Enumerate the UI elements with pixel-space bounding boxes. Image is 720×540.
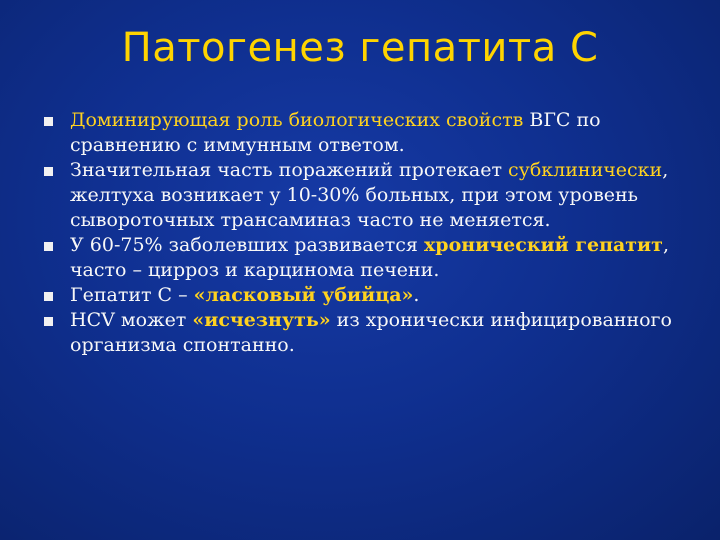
square-bullet-icon [44, 167, 53, 176]
bullet-5-text-end: из хронически инфицированного организма спонтанно. [70, 309, 672, 356]
bullet-4-text-start: Гепатит С – [70, 284, 194, 306]
bullet-3-highlight: хронический гепатит [423, 234, 663, 256]
bullet-2-text-end: , желтуха возникает у 10-30% больных, при этом уровень сывороточных трансаминаз часто не меняется. [70, 159, 669, 231]
bullet-item-1 [44, 108, 674, 158]
square-bullet-icon [44, 242, 53, 251]
bullet-3-text-end: , часто – цирроз и карцинома печени. [70, 234, 669, 281]
bullet-item-4 [44, 283, 674, 308]
bullet-5-highlight: «исчезнуть» [192, 309, 331, 331]
bullet-list [44, 108, 674, 358]
bullet-1-highlight: Доминирующая роль биологических свойств [70, 109, 530, 131]
bullet-4-text-end: . [413, 284, 420, 306]
bullet-4-highlight: «ласковый убийца» [193, 284, 414, 306]
bullet-item-5 [44, 308, 674, 358]
bullet-5-text-start: HCV может [70, 309, 193, 331]
slide-title: Патогенез гепатита С [121, 25, 599, 71]
square-bullet-icon [44, 292, 53, 301]
bullet-2-text-start: Значительная часть поражений протекает [70, 159, 509, 181]
bullet-1-text: ВГС по сравнению с иммунным ответом. [70, 109, 601, 156]
square-bullet-icon [44, 317, 53, 326]
bullet-item-2 [44, 158, 674, 233]
square-bullet-icon [44, 117, 53, 126]
bullet-3-text-start: У 60-75% заболевших развивается [70, 234, 424, 256]
bullet-item-3 [44, 233, 674, 283]
bullet-2-highlight: субклинически [508, 159, 663, 181]
